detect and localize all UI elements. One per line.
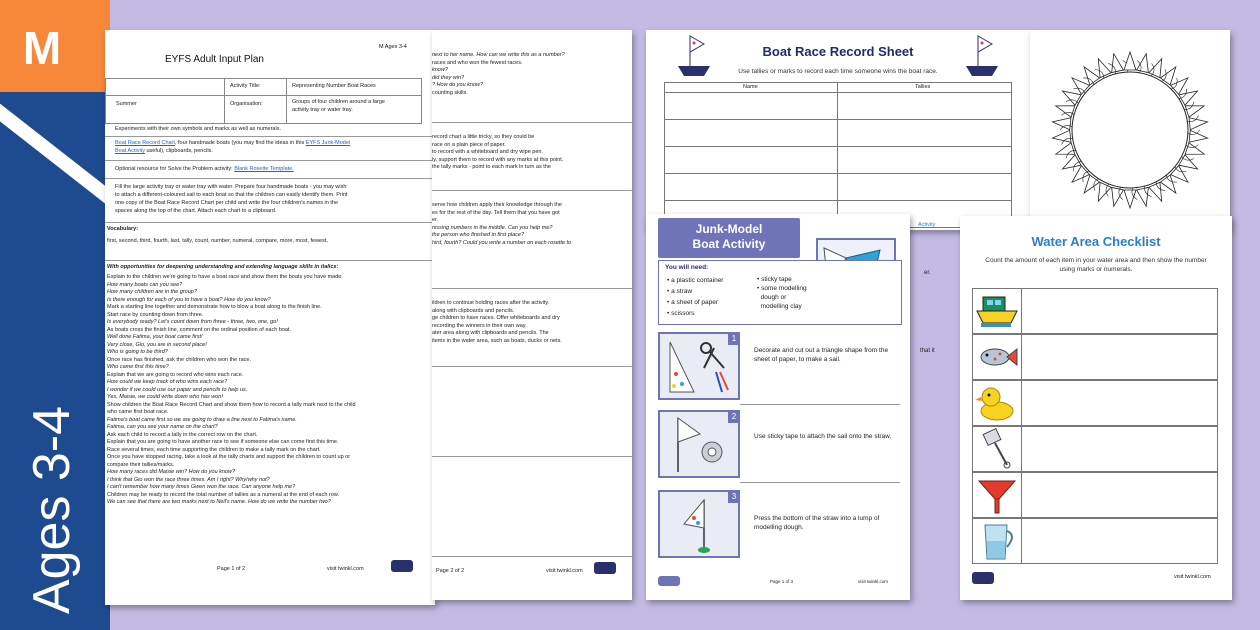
text-line: races and who won the fewest races. <box>432 59 523 66</box>
junk-footer-site: visit twinkl.com <box>858 579 889 584</box>
left-banner <box>0 0 110 630</box>
checklist-row <box>972 518 1218 564</box>
rosette-petal <box>1093 182 1111 203</box>
body-heading: With opportunities for deepening understanding and extending language skills in italics: <box>107 264 339 270</box>
rosette-petal <box>1079 63 1099 85</box>
text-line: serve how children apply their knowledge through the <box>432 202 562 208</box>
rosette-petal <box>1149 56 1167 77</box>
rosette-petal <box>1137 187 1152 207</box>
plan-page <box>105 30 435 605</box>
text-line: recording the winners in their own way. <box>432 322 527 329</box>
record-sheet-page <box>646 30 1030 230</box>
text-line: along with clipboards and pencils. <box>432 307 515 314</box>
text-line: We can see that there are two marks next to Neil's name. How do we write the number two? <box>107 499 331 505</box>
text-line: Fatima, can you see your name on the chart? <box>107 424 218 430</box>
text-line: Very close, Gio, you are in second place! <box>107 341 207 348</box>
organisation-label: Organisation: <box>230 101 263 107</box>
text-line: Explain that you are going to have another race to see if someone else can come first this time. <box>107 439 339 445</box>
rosette-petal <box>1149 182 1167 203</box>
rosette-petal <box>1052 116 1071 130</box>
record-subtitle: Use tallies or marks to record each time someone wins the boat race. <box>738 68 938 75</box>
text-line: es for the rest of the day. Tell them that you have got <box>432 209 560 216</box>
p2-footer-site: visit twinkl.com <box>546 568 583 574</box>
text-line: Explain to the children we're going to have a boat race and show them the boats you have made. <box>107 274 343 280</box>
text-line: nissing numbers in the middle. Can you help me? <box>432 224 553 231</box>
step-1 <box>658 332 902 400</box>
activity-title-value: Representing Number Boat Races <box>292 83 376 89</box>
text-line: Well done Fatima, your boat came first! <box>107 334 203 340</box>
plan-resources-1: Boat Race Record Chart, four handmade boats (you may find the ideas in this EYFS Junk-Model <box>115 140 351 146</box>
twinkl-logo <box>391 560 413 572</box>
text-line: did they win? <box>432 74 465 81</box>
triangle-sail-icon <box>660 334 738 398</box>
text-line: ? How do you know? <box>432 82 484 88</box>
plan-header-table <box>105 78 422 124</box>
boat-activity-link[interactable]: Boat Activity <box>115 148 145 154</box>
need-item: dough or <box>757 294 787 301</box>
need-item: • scissors <box>667 310 695 317</box>
col-name: Name <box>743 84 758 90</box>
step-text: Use sticky tape to attach the sail onto the straw. <box>754 433 892 440</box>
rosette-petal <box>1054 100 1075 117</box>
step-text: Decorate and cut out a triangle shape from the sheet of paper, to make a sail. <box>754 347 889 363</box>
junk-model-page <box>646 214 910 600</box>
text-line: Fatima's boat came first so we are going to draw a line next to Fatima's name. <box>107 416 297 423</box>
need-item: • a straw <box>667 288 693 295</box>
tape-sail-icon <box>660 412 738 476</box>
text-line: ly, support them to record with any marks at this point. <box>432 156 564 163</box>
banner-stripe <box>0 88 110 204</box>
fish-icon <box>973 335 1021 379</box>
plan-resources-2: Boat Activity useful), clipboards, pencils. <box>115 148 213 154</box>
rosette-petal <box>1185 143 1206 160</box>
text-line: Once race has finished, ask the children who won the race. <box>107 356 251 363</box>
you-will-need-heading: You will need: <box>665 264 709 271</box>
plan-optional: Optional resource for Solve the Problem activity: Blank Rosette Template. <box>115 166 294 172</box>
step-text: Press the bottom of the straw into a lump of modelling dough. <box>754 515 880 531</box>
rosette-petal <box>1189 130 1208 144</box>
text-line: Start race by counting down from three. <box>107 311 204 318</box>
rosette-petal <box>1054 143 1075 160</box>
boat-icon <box>973 289 1021 333</box>
record-title: Boat Race Record Sheet <box>762 44 914 59</box>
water-title: Water Area Checklist <box>1031 234 1161 249</box>
text-line: As boats cross the finish line, comment on the ordinal position of each boat. <box>107 326 292 333</box>
need-item: • some modelling <box>757 285 807 292</box>
organisation-value-1: Groups of four children around a large <box>292 99 385 105</box>
blank-rosette-link[interactable]: Blank Rosette Template. <box>234 166 294 172</box>
record-table <box>664 82 1012 230</box>
text-line: counting skills. <box>432 89 468 96</box>
plan-body <box>107 274 427 507</box>
water-subtitle: Count the amount of each item in your water area and then show the number using marks or numerals. <box>985 257 1207 273</box>
twinkl-logo <box>658 576 680 586</box>
you-will-need-box <box>658 260 902 325</box>
step-number: 1 <box>728 333 740 345</box>
junk-footer-page: Page 1 of 3 <box>770 579 794 584</box>
boat-race-record-chart-link[interactable]: Boat Race Record Chart <box>115 140 175 146</box>
text-line: Who is going to be third? <box>107 349 168 355</box>
text-line: Once you have stopped racing, take a look at the tally charts and support the children to count up or <box>107 454 351 460</box>
text-line: I think that Gio won the race three times. Am I right? Why/why not? <box>107 476 270 483</box>
need-item: modelling clay <box>757 303 802 310</box>
text-line: Who came first this time? <box>107 364 169 370</box>
vocab-list: first, second, third, fourth, last, tally, count, number, numeral, compare, more, most, fewest, <box>107 238 328 244</box>
checklist-row <box>972 334 1218 380</box>
prep-line: to attach a different-coloured sail to each boat so that the children can easily identify them. Print <box>115 192 348 198</box>
activity-title-label: Activity Title: <box>230 83 261 89</box>
text-line: How many children are in the group? <box>107 289 197 295</box>
plan-page-2 <box>432 30 632 600</box>
text-line: ge children to have races. Offer whiteboards and dry <box>432 315 560 321</box>
plan-code: M Ages 3-4 <box>379 44 407 50</box>
rosette-petal <box>1124 52 1136 70</box>
rosette-petal <box>1171 166 1192 187</box>
boat-sail-icon <box>660 492 738 556</box>
text-line: who came first boat race. <box>107 409 169 415</box>
needs-right <box>757 275 807 311</box>
rosette-page <box>1030 30 1230 230</box>
text-line: the tally marks - point to each mark in turn as the <box>432 164 551 170</box>
text-line: Yes, Maisie, we could write down who has won! <box>107 394 223 400</box>
text-line: Race several times, each time supporting the children to make a tally mark on the chart. <box>107 446 321 453</box>
rosette-petal <box>1108 52 1123 72</box>
twinkl-logo <box>972 572 994 584</box>
step-3 <box>658 490 902 558</box>
text-line: items in the water area, such as boats, ducks or nets. <box>432 337 562 344</box>
rosette-icon <box>1030 30 1230 230</box>
text-line: Ask each child to record a tally in the correct row on the chart. <box>107 431 258 438</box>
text-line: ater area along with clipboards and pencils. The <box>432 330 549 336</box>
rosette-petal <box>1160 63 1180 85</box>
rosette-petal <box>1093 56 1111 77</box>
text-line: to record with a whiteboard and dry wipe pen. <box>432 149 543 155</box>
rosette-petal <box>1160 175 1180 197</box>
junk-title: Junk-Model Boat Activity <box>658 218 800 258</box>
vocab-heading: Vocabulary: <box>107 226 139 232</box>
prep-line: Fill the large activity tray or water tray with water. Prepare four handmade boats - you may wish <box>115 184 347 190</box>
water-footer-site: visit twinkl.com <box>1174 574 1211 580</box>
funnel-icon <box>973 473 1021 517</box>
text-line: er. <box>432 217 439 223</box>
plan-footer-page: Page 1 of 2 <box>217 566 246 572</box>
checklist-row <box>972 380 1218 426</box>
water-checklist-page <box>960 216 1232 600</box>
checklist-row <box>972 288 1218 334</box>
rosette-petal <box>1189 116 1208 130</box>
need-item: • sticky tape <box>757 276 792 283</box>
need-item: • a plastic container <box>667 277 724 284</box>
checklist-row <box>972 472 1218 518</box>
text-line: Mark a starting line together and demonstrate how to blow a boat along to the finish line. <box>107 304 322 310</box>
step-number: 2 <box>728 411 740 423</box>
p2-footer-page: Page 2 of 2 <box>436 568 465 574</box>
jug-icon <box>973 519 1021 563</box>
plan-objective: Experiments with their own symbols and marks as well as numerals. <box>115 126 281 132</box>
text-line: Children may be ready to record the total number of tallies as a numeral at the end of each row. <box>107 491 340 498</box>
duck-icon <box>973 381 1021 425</box>
text-line: the person who finished in first place? <box>432 232 525 238</box>
prep-line: one copy of the Boat Race Record Chart per child and write the four children's names in the <box>115 200 339 206</box>
text-line: How many boats can you see? <box>107 281 183 288</box>
rosette-petal <box>1068 73 1089 94</box>
prep-line: spaces along the top of the chart. Attach each chart to a clipboard. <box>115 208 277 214</box>
col-tallies: Tallies <box>915 84 931 90</box>
twinkl-logo <box>594 562 616 574</box>
text-line: I wonder if we could use our paper and pencils to help us. <box>107 386 248 393</box>
text-line: Is everybody ready? Let's count down from three - three, two, one, go! <box>107 319 278 325</box>
text-line: How many races did Maisie win? How do you know? <box>107 469 236 475</box>
organisation-value-2: activity tray or water tray. <box>292 107 353 113</box>
need-item: • a sheet of paper <box>667 299 719 306</box>
peek-text: er. <box>924 270 931 276</box>
text-line: compare their tallies/marks. <box>107 461 175 468</box>
text-line: race on a plain piece of paper. <box>432 141 506 148</box>
rosette-petal <box>1068 166 1089 187</box>
text-line: next to her name. How can we write this as a number? <box>432 52 565 58</box>
text-line: Explain that we are going to record who wins each race. <box>107 371 244 378</box>
peek-text: Activity <box>918 222 936 228</box>
step-number: 3 <box>728 491 740 503</box>
text-line: I can't remember how many times Gwen won the race. Can anyone help me? <box>107 484 296 490</box>
step-2 <box>658 410 902 478</box>
text-line: How could we keep track of who wins each race? <box>107 379 228 385</box>
rosette-petal <box>1124 190 1136 208</box>
text-line: Show children the Boat Race Record Chart and show them how to record a tally mark next to the child <box>107 401 356 408</box>
text-line: record chart a little tricky, so they could be <box>432 134 535 140</box>
plan-footer-site: visit twinkl.com <box>327 566 364 572</box>
plan-title: EYFS Adult Input Plan <box>165 54 264 65</box>
text-line: hird, fourth? Could you write a number on each rosette to <box>432 239 572 246</box>
text-line: know? <box>432 67 448 73</box>
peek-text: that it <box>920 348 935 354</box>
rosette-petal <box>1171 73 1192 94</box>
rosette-petal <box>1079 175 1099 197</box>
banner-letter: M <box>22 22 62 74</box>
checklist-row <box>972 426 1218 472</box>
rosette-petal <box>1185 100 1206 117</box>
text-line: ildren to continue holding races after the activity. <box>432 300 550 306</box>
needs-left <box>667 275 723 319</box>
age-label: Ages 3-4 <box>23 405 81 615</box>
text-line: Is there enough for each of you to have a boat? How do you know? <box>107 296 271 303</box>
junk-model-link[interactable]: EYFS Junk-Model <box>305 140 351 146</box>
term: Summer <box>116 101 137 107</box>
rosette-petal <box>1052 130 1071 144</box>
net-icon <box>973 427 1021 471</box>
